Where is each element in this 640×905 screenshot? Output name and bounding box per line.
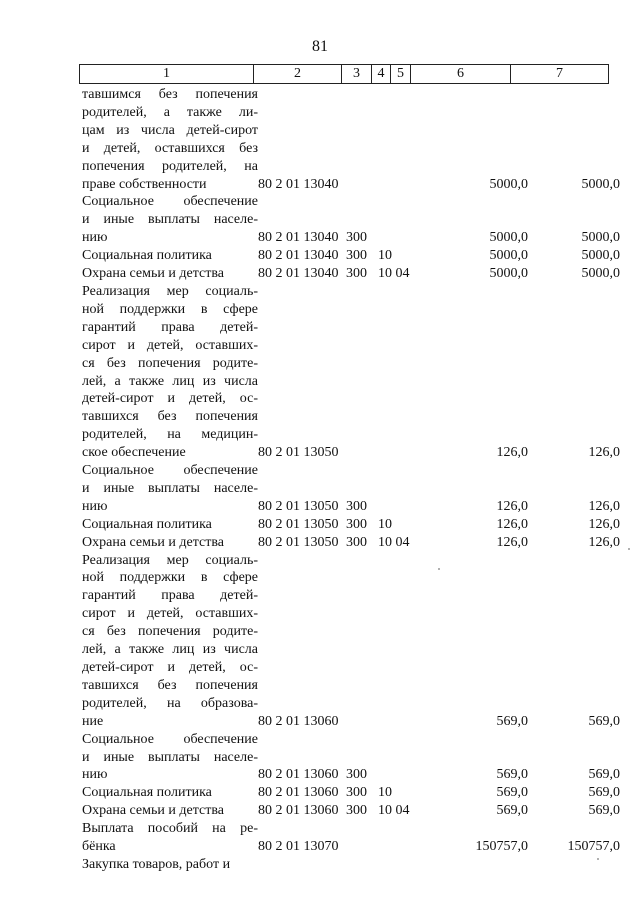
description-line: тавшихся без попечения: [82, 677, 258, 693]
row-value-col6: 569,0: [496, 785, 528, 801]
header-col-4: 4: [372, 65, 391, 83]
description-line: Охрана семьи и детства: [82, 266, 224, 282]
row-value-col7: 126,0: [588, 534, 620, 550]
description-line: и иные выплаты населе-: [82, 480, 258, 496]
description-line: нию: [82, 498, 108, 514]
description-line: гарантий права детей-: [82, 319, 258, 335]
description-line: сирот и детей, оставших-: [82, 337, 258, 353]
row-value-col7: 5000,0: [581, 230, 620, 246]
header-col-1: 1: [80, 65, 254, 83]
description-line: Социальная политика: [82, 785, 212, 801]
row-description: [82, 516, 258, 534]
description-line: и иные выплаты населе-: [82, 212, 258, 228]
description-line: детей-сирот и детей, ос-: [82, 391, 258, 407]
table-row: [0, 856, 640, 874]
row-value-col6: 126,0: [496, 498, 528, 514]
row-expense-type: 300: [346, 767, 367, 783]
scan-speck: [628, 548, 630, 550]
row-description: [82, 193, 258, 247]
table-row: [0, 516, 640, 534]
page-number: 81: [312, 38, 328, 55]
description-line: гарантий права детей-: [82, 588, 258, 604]
scan-speck: [597, 858, 599, 860]
description-line: Закупка товаров, работ и: [82, 856, 231, 872]
header-col-2: 2: [254, 65, 342, 83]
row-value-col6: 126,0: [496, 445, 528, 461]
row-value-col7: 5000,0: [581, 266, 620, 282]
row-expense-type: 300: [346, 266, 367, 282]
row-expense-type: 300: [346, 803, 367, 819]
description-line: ся без попечения родите-: [82, 355, 258, 371]
header-col-7: 7: [556, 66, 563, 81]
row-description: [82, 731, 258, 785]
scan-speck: [438, 568, 440, 570]
table-row: [0, 802, 640, 820]
table-row: [0, 283, 640, 462]
row-value-col7: 126,0: [588, 498, 620, 514]
row-section: 10: [378, 248, 392, 264]
description-line: Социальная политика: [82, 516, 212, 532]
row-value-col6: 569,0: [496, 767, 528, 783]
description-line: родителей, на образова-: [82, 695, 258, 711]
row-value-col7: 5000,0: [581, 248, 620, 264]
row-code: 80 2 01 13050: [258, 445, 339, 461]
row-section: 10: [378, 785, 392, 801]
description-line: попечения родителей, на: [82, 158, 258, 174]
row-value-col6: 569,0: [496, 803, 528, 819]
row-description: [82, 462, 258, 516]
table-row: [0, 193, 640, 247]
description-line: нию: [82, 767, 108, 783]
description-line: сирот и детей, оставших-: [82, 606, 258, 622]
row-value-col6: 569,0: [496, 713, 528, 729]
row-description: [82, 247, 258, 265]
table-row: [0, 462, 640, 516]
table-row: [0, 820, 640, 856]
description-line: ной поддержки в сфере: [82, 570, 258, 586]
table-row: [0, 265, 640, 283]
description-line: цам из числа детей-сирот: [82, 122, 258, 138]
description-line: Реализация мер социаль-: [82, 283, 258, 299]
table-row: [0, 731, 640, 785]
description-line: ной поддержки в сфере: [82, 301, 258, 317]
description-line: Охрана семьи и детства: [82, 534, 224, 550]
row-value-col6: 5000,0: [489, 176, 528, 192]
description-line: ние: [82, 713, 104, 729]
description-line: Социальное обеспечение: [82, 463, 258, 479]
row-code: 80 2 01 13050: [258, 534, 339, 550]
row-expense-type: 300: [346, 248, 367, 264]
row-expense-type: 300: [346, 534, 367, 550]
table-header: [79, 64, 609, 84]
description-line: Реализация мер социаль-: [82, 552, 258, 568]
description-line: тавшимся без попечения: [82, 87, 258, 102]
row-value-col7: 569,0: [588, 767, 620, 783]
row-expense-type: 300: [346, 230, 367, 246]
description-line: детей-сирот и детей, ос-: [82, 660, 258, 675]
description-line: нию: [82, 230, 108, 246]
row-value-col6: 5000,0: [489, 266, 528, 282]
table-row: [0, 784, 640, 802]
description-line: ся без попечения родите-: [82, 624, 258, 640]
row-code: 80 2 01 13040: [258, 230, 339, 246]
header-col-5: 5: [391, 65, 411, 83]
row-value-col6: 126,0: [496, 516, 528, 532]
row-value-col6: 5000,0: [489, 230, 528, 246]
row-section: 10 04: [378, 803, 410, 819]
row-description: [82, 552, 258, 731]
description-line: лей, а также лиц из числа: [82, 373, 258, 389]
row-code: 80 2 01 13040: [258, 248, 339, 264]
description-line: Охрана семьи и детства: [82, 803, 224, 819]
row-description: [82, 856, 258, 874]
row-description: [82, 283, 258, 462]
row-section: 10 04: [378, 534, 410, 550]
row-expense-type: 300: [346, 516, 367, 532]
description-line: родителей, на медицин-: [82, 427, 258, 443]
description-line: Социальное обеспечение: [82, 731, 258, 747]
description-line: праве собственности: [82, 176, 207, 192]
table-body: [0, 86, 640, 874]
row-value-col6: 5000,0: [489, 248, 528, 264]
row-value-col6: 126,0: [496, 534, 528, 550]
row-section: 10: [378, 516, 392, 532]
row-code: 80 2 01 13060: [258, 785, 339, 801]
description-line: Социальная политика: [82, 248, 212, 264]
row-description: [82, 802, 258, 820]
description-line: Выплата пособий на ре-: [82, 821, 258, 837]
row-description: [82, 784, 258, 802]
table-row: [0, 247, 640, 265]
table-row: [0, 552, 640, 731]
row-value-col7: 126,0: [588, 445, 620, 461]
row-code: 80 2 01 13060: [258, 803, 339, 819]
table-row: [0, 86, 640, 193]
header-col-3: 3: [342, 65, 372, 83]
description-line: лей, а также лиц из числа: [82, 642, 258, 658]
row-value-col7: 150757,0: [567, 839, 620, 855]
row-value-col7: 569,0: [588, 785, 620, 801]
row-description: [82, 534, 258, 552]
description-line: ское обеспечение: [82, 445, 186, 461]
row-code: 80 2 01 13070: [258, 839, 339, 855]
row-value-col7: 5000,0: [581, 176, 620, 192]
header-col-6: 6: [411, 65, 511, 83]
description-line: Социальное обеспечение: [82, 194, 258, 210]
row-code: 80 2 01 13040: [258, 266, 339, 282]
description-line: бёнка: [82, 839, 116, 855]
description-line: родителей, а также ли-: [82, 104, 258, 120]
row-value-col7: 569,0: [588, 713, 620, 729]
row-code: 80 2 01 13050: [258, 498, 339, 514]
row-description: [82, 265, 258, 283]
row-description: [82, 86, 258, 193]
table-row: [0, 534, 640, 552]
row-value-col6: 150757,0: [475, 839, 528, 855]
description-line: и иные выплаты населе-: [82, 749, 258, 765]
row-expense-type: 300: [346, 785, 367, 801]
row-code: 80 2 01 13060: [258, 713, 339, 729]
row-value-col7: 126,0: [588, 516, 620, 532]
row-code: 80 2 01 13050: [258, 516, 339, 532]
row-expense-type: 300: [346, 498, 367, 514]
row-code: 80 2 01 13060: [258, 767, 339, 783]
row-code: 80 2 01 13040: [258, 176, 339, 192]
row-section: 10 04: [378, 266, 410, 282]
row-value-col7: 569,0: [588, 803, 620, 819]
description-line: тавшихся без попечения: [82, 409, 258, 425]
description-line: и детей, оставшихся без: [82, 140, 258, 156]
row-description: [82, 820, 258, 856]
